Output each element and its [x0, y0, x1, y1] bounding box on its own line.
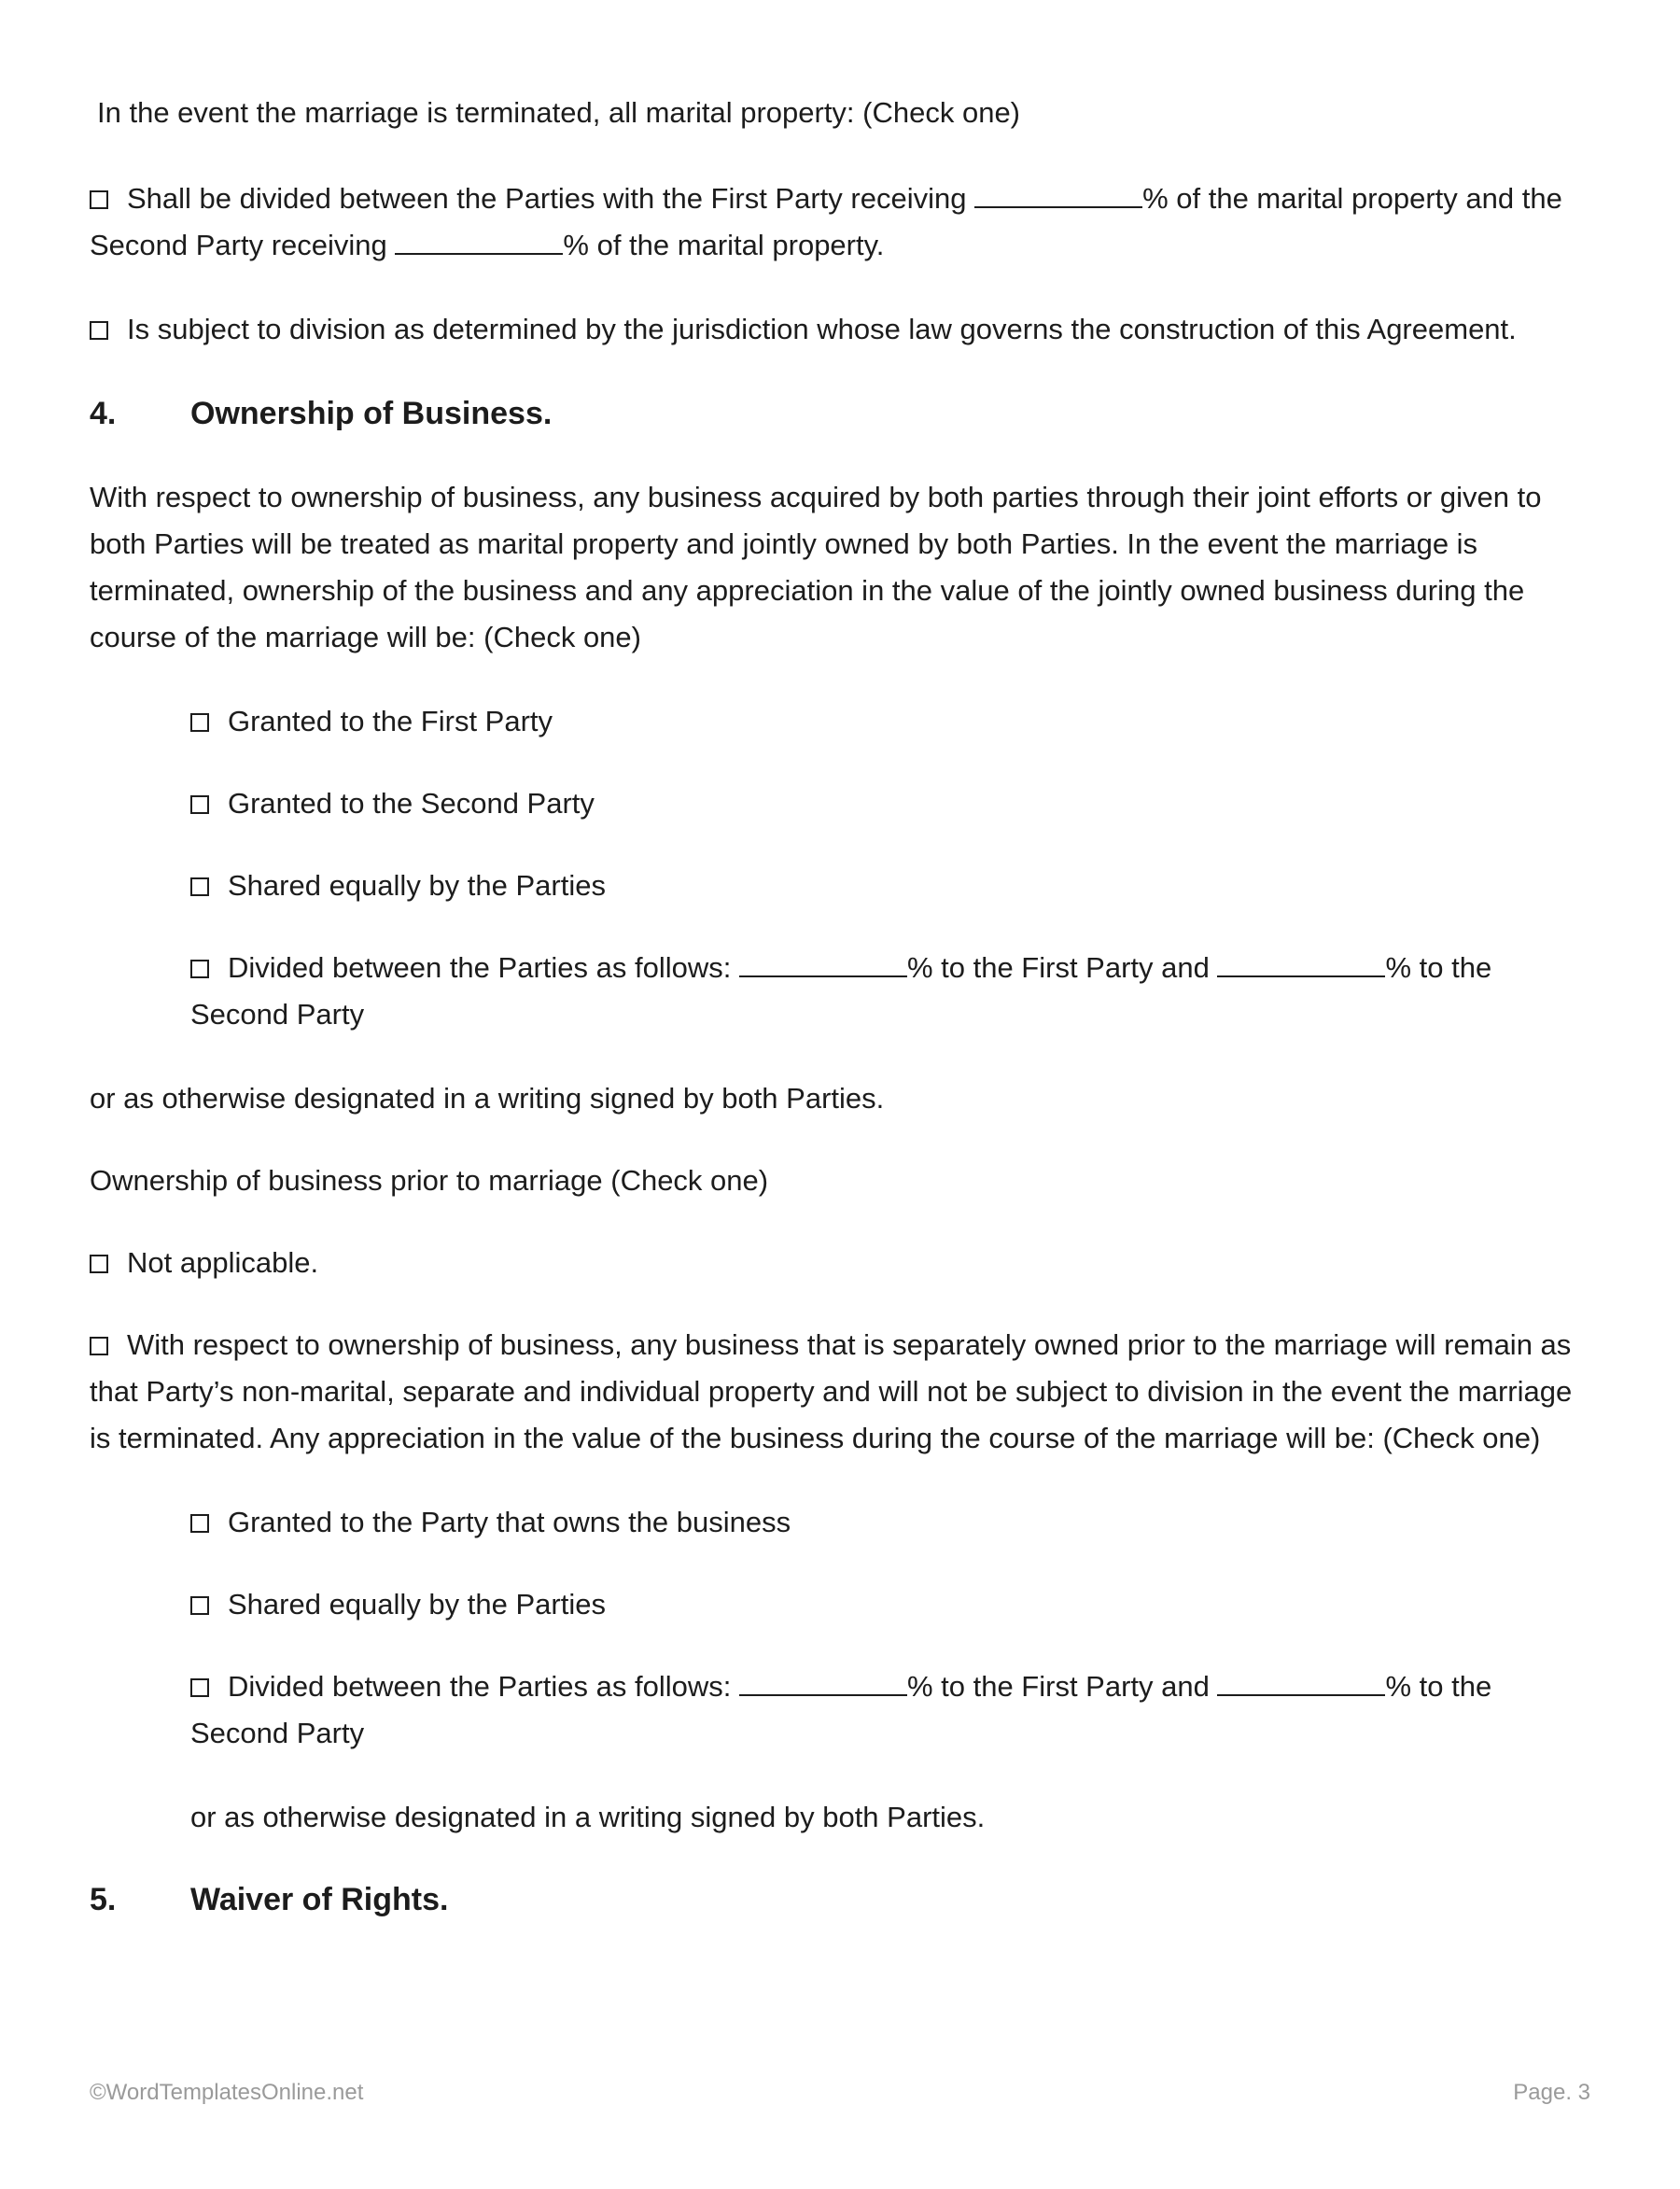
checkbox-shared-equally-2[interactable]: [190, 1596, 209, 1615]
checkbox-divided[interactable]: [190, 960, 209, 978]
option-divided-text-1: Divided between the Parties as follows:: [228, 951, 739, 984]
section-5-heading: [90, 1876, 1587, 1923]
intro-text: In the event the marriage is terminated, all marital property: (Check one): [97, 96, 1021, 129]
option-divided-2-text-2: % to the First Party and: [906, 1670, 1218, 1703]
option-shared-equally-2: [190, 1581, 1587, 1628]
option-divide-text-1: Shall be divided between the Parties with the First Party receiving: [127, 182, 975, 215]
option-shared-equally-text: Shared equally by the Parties: [228, 869, 606, 902]
section-4-heading: [90, 390, 1587, 437]
option-granted-owner: [190, 1499, 1587, 1546]
prior-ownership-heading: Ownership of business prior to marriage (Check one): [90, 1164, 769, 1197]
section-4-body: With respect to ownership of business, any business acquired by both parties through their joint efforts or given to both Parties will be treated as marital property and jointly owned by both Parties. In the event the marriage is terminated, ownership of the business and any appreciation in the value of the jointly owned business during the course of the marriage will be: (Check one): [90, 481, 1542, 653]
option-divided-2: [190, 1663, 1587, 1757]
option-jurisdiction-text: Is subject to division as determined by the jurisdiction whose law governs the construction of this Agreement.: [127, 313, 1517, 345]
checkbox-granted-owner[interactable]: [190, 1514, 209, 1533]
checkbox-separate-business[interactable]: [90, 1337, 108, 1355]
option-divided-text-2: % to the First Party and: [906, 951, 1218, 984]
page-number: Page. 3: [1513, 2080, 1590, 2105]
option-granted-second: [190, 780, 1587, 827]
option-divided-2-text-1: Divided between the Parties as follows:: [228, 1670, 739, 1703]
section-4-number: 4.: [90, 396, 117, 431]
option-divided: [190, 945, 1587, 1038]
option-divide-property: [90, 175, 1587, 269]
divided-2-first-percent-blank[interactable]: [739, 1670, 907, 1696]
page-footer: [90, 2080, 1590, 2106]
checkbox-not-applicable[interactable]: [90, 1255, 108, 1273]
checkbox-divided-2[interactable]: [190, 1678, 209, 1697]
checkbox-shared-equally[interactable]: [190, 877, 209, 896]
checkbox-jurisdiction[interactable]: [90, 321, 108, 340]
option-granted-first-text: Granted to the First Party: [228, 705, 553, 737]
option-shared-equally: [190, 863, 1587, 909]
first-party-percent-blank[interactable]: [974, 182, 1142, 208]
option-divide-text-3: % of the marital property.: [563, 229, 885, 261]
option-not-applicable-text: Not applicable.: [127, 1246, 319, 1279]
option-shared-equally-2-text: Shared equally by the Parties: [228, 1588, 606, 1621]
option-not-applicable: [90, 1240, 1587, 1286]
checkbox-granted-second[interactable]: [190, 795, 209, 814]
section-5-title: Waiver of Rights.: [190, 1882, 449, 1917]
option-granted-first: [190, 698, 1587, 745]
option-divide-text-2: % of the marital property and the Second Party receiving: [90, 182, 1562, 261]
option-divided-2-text-3: % to the Second Party: [190, 1670, 1492, 1749]
divided-first-percent-blank[interactable]: [739, 951, 907, 977]
option-separate-business: [90, 1322, 1587, 1462]
otherwise-designated-text-2: or as otherwise designated in a writing signed by both Parties.: [190, 1801, 986, 1833]
divided-second-percent-blank[interactable]: [1217, 951, 1385, 977]
option-divided-text-3: % to the Second Party: [190, 951, 1492, 1031]
checkbox-granted-first[interactable]: [190, 713, 209, 732]
copyright-text: ©WordTemplatesOnline.net: [90, 2080, 364, 2105]
section-5-number: 5.: [90, 1882, 117, 1917]
document-page: [90, 90, 1587, 1960]
checkbox-divide-property[interactable]: [90, 190, 108, 209]
option-granted-owner-text: Granted to the Party that owns the business: [228, 1506, 791, 1538]
section-4-title: Ownership of Business.: [190, 396, 553, 431]
divided-2-second-percent-blank[interactable]: [1217, 1670, 1385, 1696]
option-granted-second-text: Granted to the Second Party: [228, 787, 595, 820]
otherwise-designated-text: or as otherwise designated in a writing signed by both Parties.: [90, 1082, 885, 1115]
option-jurisdiction: [90, 306, 1587, 353]
option-separate-business-text: With respect to ownership of business, any business that is separately owned prior to the marriage will remain as that Party’s non-marital, separate and individual property and will not be subject to division in the event the marriage is terminated. Any appreciation in the value of the business during the course of the marriage will be: (Check one): [90, 1328, 1573, 1454]
second-party-percent-blank[interactable]: [395, 229, 563, 255]
